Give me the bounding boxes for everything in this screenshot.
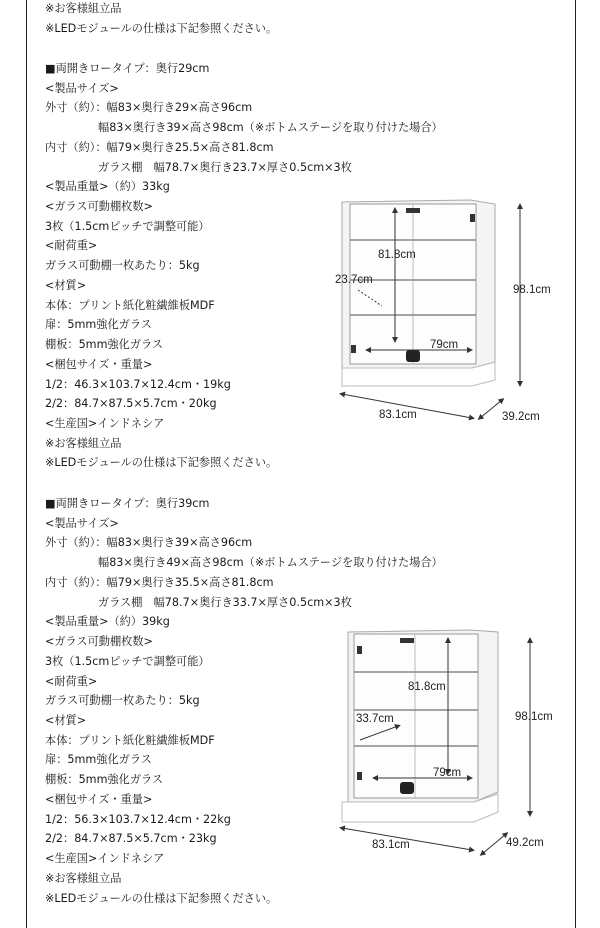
spec-line: <ガラス可動棚枚数> (45, 200, 153, 213)
door-knob (406, 350, 420, 362)
spec-line: ガラス可動棚一枚あたり：5kg (45, 259, 200, 272)
spec-line: <梱包サイズ・重量> (45, 793, 153, 806)
spec-line: 3枚（1.5cmピッチで調整可能） (45, 220, 210, 233)
cabinet-diagram-29 (320, 190, 580, 430)
spec-line: <材質> (45, 714, 87, 727)
hinge (357, 646, 362, 654)
inner-width-label: 79cm (430, 339, 459, 351)
spec-line: <梱包サイズ・重量> (45, 358, 153, 371)
depth-label: 49.2cm (506, 837, 544, 849)
spec-line: 扉：5mm強化ガラス (45, 753, 152, 766)
note-assembly: ※お客様組立品 (45, 2, 122, 15)
spec-line: <製品重量>（約）39kg (45, 615, 170, 628)
hinge (400, 638, 414, 643)
cabinet-diagram-39 (320, 622, 580, 862)
spec-line: ※お客様組立品 (45, 437, 122, 450)
spec-line: <生産国>インドネシア (45, 417, 165, 430)
width-label: 83.1cm (372, 839, 410, 851)
spec-line: ガラス棚 幅78.7×奥行き33.7×厚さ0.5cm×3枚 (98, 596, 352, 609)
spec-line: 内寸（約）：幅79×奥行き35.5×高さ81.8cm (45, 576, 274, 589)
note-led: ※LEDモジュールの仕様は下記参照ください。 (45, 22, 278, 35)
door-knob (400, 782, 414, 794)
spec-line: 幅83×奥行き39×高さ98cm（※ボトムステージを取り付けた場合） (98, 121, 443, 134)
spec-line: <耐荷重> (45, 675, 98, 688)
spec-line: <耐荷重> (45, 239, 98, 252)
spec-line: 1/2：56.3×103.7×12.4cm・22kg (45, 813, 231, 826)
spec-line: 2/2：84.7×87.5×5.7cm・23kg (45, 832, 217, 845)
height-label: 98.1cm (515, 711, 553, 723)
spec-line: ※お客様組立品 (45, 872, 122, 885)
spec-line: <ガラス可動棚枚数> (45, 635, 153, 648)
spec-line: 本体：プリント紙化粧繊維板MDF (45, 734, 215, 747)
spec-line: 棚板：5mm強化ガラス (45, 338, 164, 351)
spec-line: 2/2：84.7×87.5×5.7cm・20kg (45, 397, 217, 410)
spec-line: ガラス可動棚一枚あたり：5kg (45, 694, 200, 707)
spec-line: 外寸（約）：幅83×奥行き29×高さ96cm (45, 101, 253, 114)
spec-line: <製品重量>（約）33kg (45, 180, 170, 193)
spec-line: ガラス棚 幅78.7×奥行き23.7×厚さ0.5cm×3枚 (98, 161, 352, 174)
spec-line: <生産国>インドネシア (45, 852, 165, 865)
width-label: 83.1cm (379, 409, 417, 421)
hinge (357, 772, 362, 780)
spec-line: <製品サイズ> (45, 517, 119, 530)
inner-depth-label: 33.7cm (356, 713, 394, 725)
hinge (406, 208, 420, 213)
inner-height-label: 81.8cm (408, 681, 446, 693)
height-label: 98.1cm (513, 284, 551, 296)
spec-line: <製品サイズ> (45, 82, 119, 95)
inner-depth-label: 23.7cm (335, 274, 373, 286)
section-title: ■両開きロータイプ：奥行39cm (45, 497, 210, 510)
spec-line: ※LEDモジュールの仕様は下記参照ください。 (45, 892, 278, 905)
hinge (470, 214, 475, 222)
spec-line: 内寸（約）：幅79×奥行き25.5×高さ81.8cm (45, 141, 274, 154)
spec-line: 3枚（1.5cmピッチで調整可能） (45, 655, 210, 668)
hinge (351, 345, 356, 353)
spec-line: <材質> (45, 279, 87, 292)
spec-line: 外寸（約）：幅83×奥行き39×高さ96cm (45, 536, 253, 549)
inner-width-label: 79cm (433, 767, 462, 779)
spec-line: 幅83×奥行き49×高さ98cm（※ボトムステージを取り付けた場合） (98, 556, 443, 569)
spec-line: 扉：5mm強化ガラス (45, 318, 152, 331)
section-title: ■両開きロータイプ：奥行29cm (45, 62, 210, 75)
spec-line: 本体：プリント紙化粧繊維板MDF (45, 299, 215, 312)
spec-line: 棚板：5mm強化ガラス (45, 773, 164, 786)
spec-line: ※LEDモジュールの仕様は下記参照ください。 (45, 456, 278, 469)
depth-label: 39.2cm (502, 411, 540, 423)
spec-line: 1/2：46.3×103.7×12.4cm・19kg (45, 378, 231, 391)
inner-height-label: 81.8cm (378, 249, 416, 261)
